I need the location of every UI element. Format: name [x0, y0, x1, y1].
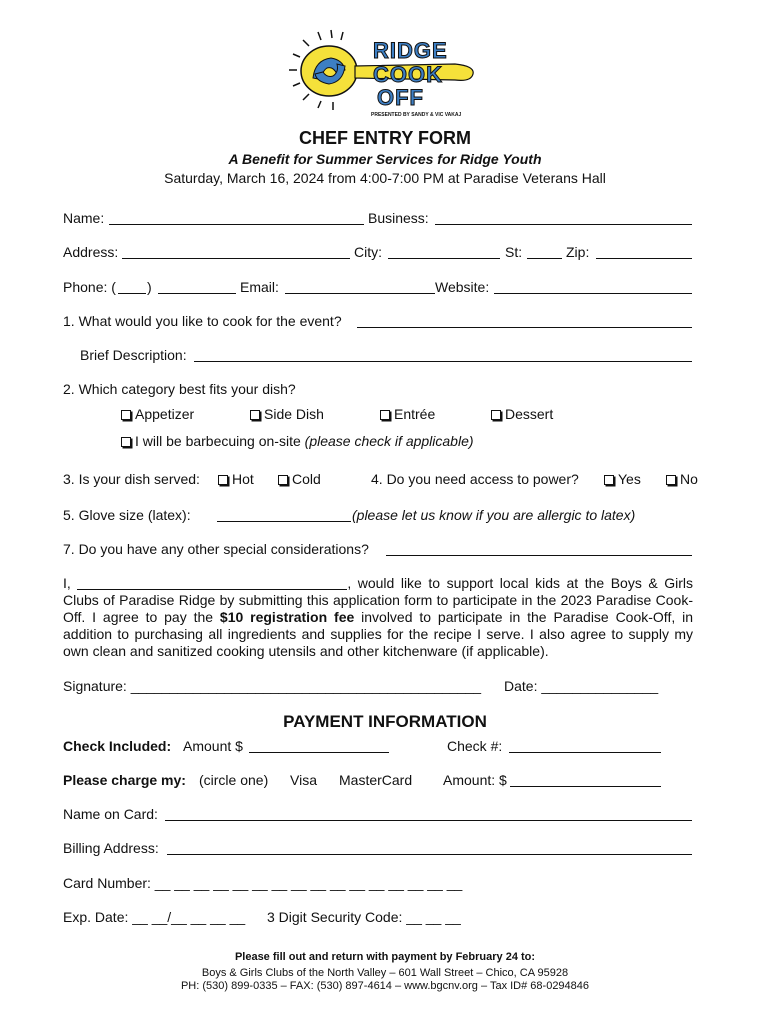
form-subtitle: A Benefit for Summer Services for Ridge Youth: [228, 151, 542, 167]
city-label: City:: [354, 244, 382, 260]
phone-area-field[interactable]: [118, 293, 146, 294]
logo-line-off: OFF: [377, 85, 424, 110]
checkbox-icon: [666, 475, 676, 485]
q4-label: 4. Do you need access to power?: [371, 471, 579, 487]
option-yes[interactable]: Yes: [604, 471, 641, 487]
ridge-cook-off-logo: [285, 26, 485, 126]
checkbox-icon: [218, 475, 228, 485]
footer-contact: PH: (530) 899-0335 – FAX: (530) 897-4614 – www.bgcnv.org – Tax ID# 68-0294846: [180, 980, 590, 992]
visa-option[interactable]: Visa: [290, 772, 317, 788]
amount-label: Amount $: [183, 738, 243, 754]
option-barbecue[interactable]: I will be barbecuing on-site (please check if applicable): [121, 433, 474, 449]
event-line: Saturday, March 16, 2024 from 4:00-7:00 PM at Paradise Veterans Hall: [164, 170, 606, 186]
date-field[interactable]: Date: _______________: [504, 678, 659, 694]
state-field[interactable]: [527, 258, 562, 259]
checkbox-icon: [278, 475, 288, 485]
footer-return-note: Please fill out and return with payment by February 24 to:: [234, 951, 536, 963]
option-hot[interactable]: Hot: [218, 471, 254, 487]
business-label: Business:: [368, 210, 429, 226]
form-title: CHEF ENTRY FORM: [298, 128, 471, 148]
phone-field[interactable]: [158, 293, 236, 294]
option-dessert[interactable]: Dessert: [491, 406, 553, 422]
footer-address: Boys & Girls Clubs of the North Valley – 601 Wall Street – Chico, CA 95928: [201, 967, 569, 979]
logo-line-cook: COOK: [373, 62, 443, 87]
website-field[interactable]: [494, 293, 692, 294]
checkbox-icon: [380, 410, 390, 420]
signature-field[interactable]: Signature: _____________________________________________: [63, 678, 482, 694]
please-charge-label: Please charge my:: [63, 772, 186, 788]
q7-field[interactable]: [386, 555, 692, 556]
name-label: Name:: [63, 210, 105, 226]
email-field[interactable]: [285, 293, 435, 294]
checkbox-icon: [121, 410, 131, 420]
circle-one-label: (circle one): [199, 772, 269, 788]
checkbox-icon: [491, 410, 501, 420]
option-appetizer[interactable]: Appetizer: [121, 406, 194, 422]
check-number-field[interactable]: [509, 752, 661, 753]
name-on-card-label: Name on Card:: [63, 806, 158, 822]
charge-amount-label: Amount: $: [443, 772, 507, 788]
security-code-field[interactable]: 3 Digit Security Code: __ __ __: [267, 909, 461, 925]
exp-date-field[interactable]: Exp. Date: __ __/__ __ __ __: [63, 909, 246, 925]
q1-label: 1. What would you like to cook for the event?: [63, 313, 342, 329]
zip-label: Zip:: [566, 244, 590, 260]
phone-paren: ): [147, 279, 152, 295]
logo-line-ridge: RIDGE: [373, 38, 448, 63]
q7-label: 7. Do you have any other special considerations?: [63, 541, 369, 557]
address-field[interactable]: [122, 258, 350, 259]
q1-field[interactable]: [357, 327, 692, 328]
billing-address-field[interactable]: [167, 854, 692, 855]
agreement-name-field[interactable]: [77, 577, 347, 590]
q3-label: 3. Is your dish served:: [63, 471, 200, 487]
brief-description-label: Brief Description:: [80, 347, 187, 363]
option-no[interactable]: No: [666, 471, 698, 487]
brief-description-field[interactable]: [194, 361, 692, 362]
city-field[interactable]: [388, 258, 500, 259]
option-entree[interactable]: Entrée: [380, 406, 435, 422]
phone-label: Phone: (: [63, 279, 116, 295]
q2-label: 2. Which category best fits your dish?: [63, 381, 296, 397]
q5-note: (please let us know if you are allergic to latex): [352, 507, 636, 523]
check-included-label: Check Included:: [63, 738, 172, 754]
name-on-card-field[interactable]: [165, 820, 692, 821]
q5-label: 5. Glove size (latex):: [63, 507, 191, 523]
option-cold[interactable]: Cold: [278, 471, 321, 487]
check-amount-field[interactable]: [249, 752, 389, 753]
option-side-dish[interactable]: Side Dish: [250, 406, 324, 422]
mastercard-option[interactable]: MasterCard: [339, 772, 413, 788]
zip-field[interactable]: [596, 258, 692, 259]
check-number-label: Check #:: [447, 738, 503, 754]
logo-tagline: PRESENTED BY SANDY & VIC VAKAJ: [371, 112, 462, 118]
agreement-paragraph: I, , would like to support local kids at the Boys & Girls Clubs of Paradise Ridge by submitting this application form to participate in the 2023 Paradise Cook-Off. I agree to pay the $10 registration fee involved to participate in the Paradise Cook-Off, in addition to purchasing all ingredients and supplies for the recipe I serve. I also agree to supply my own clean and sanitized cooking utensils and other kitchenware (if applicable).: [63, 575, 693, 659]
name-field[interactable]: [109, 224, 364, 225]
business-field[interactable]: [435, 224, 692, 225]
payment-title: PAYMENT INFORMATION: [283, 712, 487, 731]
address-label: Address:: [63, 244, 119, 260]
state-label: St:: [505, 244, 523, 260]
email-label: Email:: [240, 279, 279, 295]
checkbox-icon: [250, 410, 260, 420]
glove-size-field[interactable]: [217, 521, 351, 522]
charge-amount-field[interactable]: [510, 786, 661, 787]
billing-address-label: Billing Address:: [63, 840, 159, 856]
card-number-field[interactable]: Card Number: __ __ __ __ __ __ __ __ __ __ __ __ __ __ __ __: [63, 875, 463, 891]
checkbox-icon: [604, 475, 614, 485]
website-label: Website:: [435, 279, 490, 295]
checkbox-icon: [121, 437, 131, 447]
